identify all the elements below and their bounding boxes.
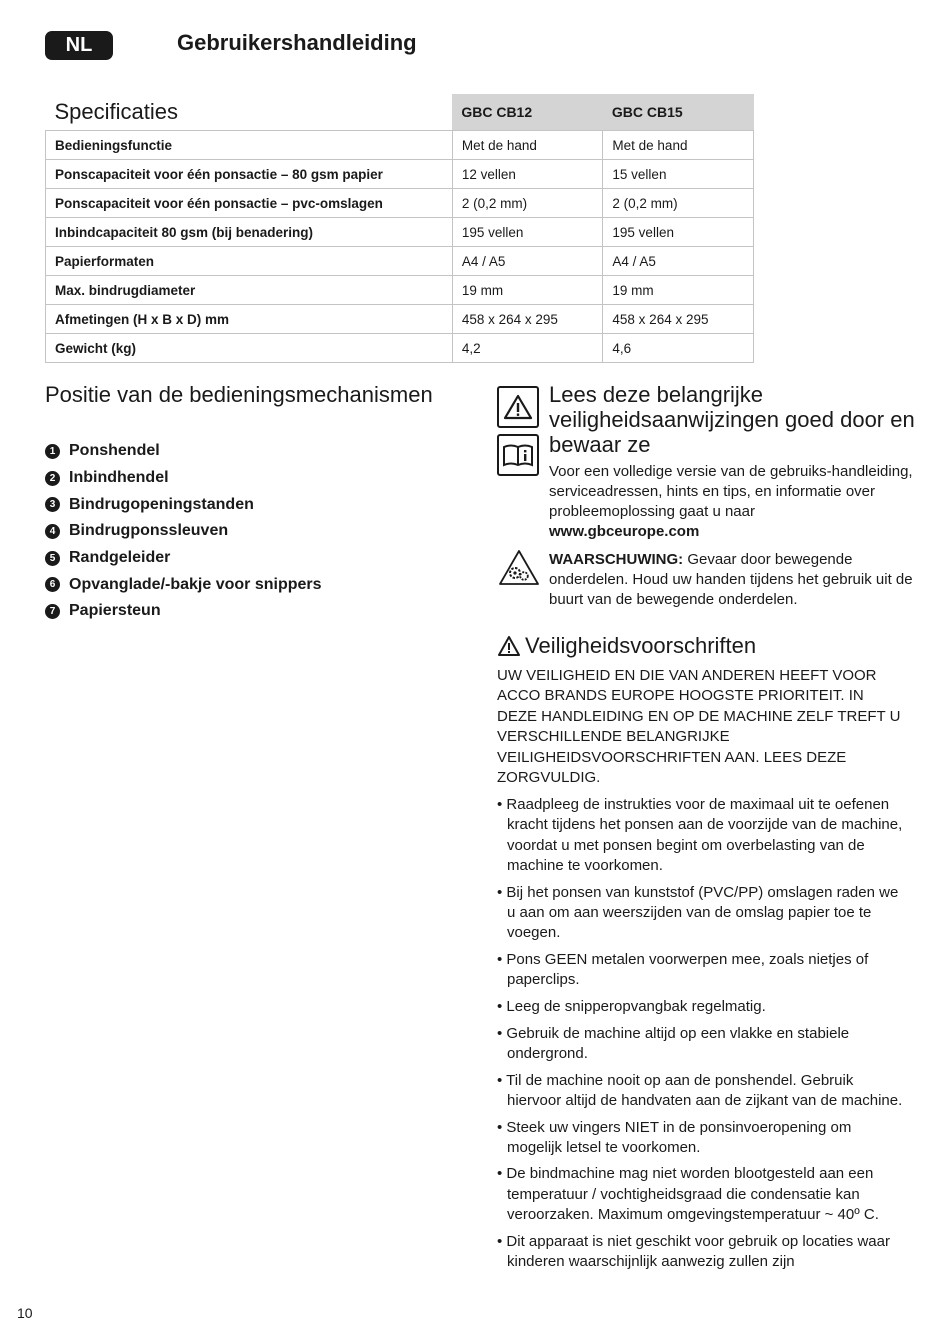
list-item: • Pons GEEN metalen voorwerpen mee, zoals nietjes of paperclips. xyxy=(497,950,909,991)
spec-value-cb12: 19 mm xyxy=(452,276,603,305)
safety-notice-heading: Lees deze belangrijke veiligheidsaanwijzingen goed door en bewaar ze xyxy=(549,382,915,457)
spec-label: Ponscapaciteit voor één ponsactie – pvc-omslagen xyxy=(46,189,453,218)
language-badge: NL xyxy=(45,31,113,60)
spec-value-cb15: 19 mm xyxy=(603,276,754,305)
column-header-cb12: GBC CB12 xyxy=(452,94,603,131)
spec-value-cb15: A4 / A5 xyxy=(603,247,754,276)
warning-text xyxy=(549,550,919,610)
list-item: • Dit apparaat is niet geschikt voor gebruik op locaties waar kinderen waarschijnlijk aanwezig zullen zijn xyxy=(497,1232,909,1273)
spec-value-cb15: 2 (0,2 mm) xyxy=(603,189,754,218)
table-row xyxy=(46,218,754,247)
read-manual-icon xyxy=(497,434,539,476)
spec-value-cb12: 12 vellen xyxy=(452,160,603,189)
control-label: Inbindhendel xyxy=(69,469,169,487)
table-row xyxy=(46,131,754,160)
spec-value-cb15: Met de hand xyxy=(603,131,754,160)
spec-label: Max. bindrugdiameter xyxy=(46,276,453,305)
number-badge: 5 xyxy=(45,551,60,566)
spec-label: Ponscapaciteit voor één ponsactie – 80 gsm papier xyxy=(46,160,453,189)
specifications-heading: Specificaties xyxy=(54,99,179,124)
spec-value-cb12: 458 x 264 x 295 xyxy=(452,305,603,334)
spec-value-cb12: A4 / A5 xyxy=(452,247,603,276)
column-header-cb15: GBC CB15 xyxy=(603,94,754,131)
number-badge: 2 xyxy=(45,471,60,486)
specifications-table xyxy=(45,94,754,363)
spec-label: Afmetingen (H x B x D) mm xyxy=(46,305,453,334)
list-item xyxy=(45,571,322,598)
list-item: • Raadpleeg de instrukties voor de maximaal uit te oefenen kracht tijdens het ponsen aan de voorzijde van de machine, voordat u met ponsen begint om overbelasting van de machine te voorkomen. xyxy=(497,795,909,876)
warning-triangle-icon xyxy=(497,386,539,428)
list-item xyxy=(45,518,322,545)
list-item xyxy=(45,465,322,492)
spec-value-cb15: 458 x 264 x 295 xyxy=(603,305,754,334)
table-row xyxy=(46,160,754,189)
table-row xyxy=(46,276,754,305)
number-badge: 7 xyxy=(45,604,60,619)
number-badge: 4 xyxy=(45,524,60,539)
spec-value-cb12: 195 vellen xyxy=(452,218,603,247)
safety-rules-list xyxy=(497,795,909,1279)
safety-rules-title: Veiligheidsvoorschriften xyxy=(525,633,757,658)
spec-value-cb15: 4,6 xyxy=(603,334,754,363)
spec-label: Bedieningsfunctie xyxy=(46,131,453,160)
list-item: • Til de machine nooit op aan de ponshendel. Gebruik hiervoor altijd de handvaten aan de zijkant van de machine. xyxy=(497,1071,909,1112)
control-label: Bindrugopeningstanden xyxy=(69,495,254,513)
website-link[interactable]: www.gbceurope.com xyxy=(549,523,700,540)
page-number: 10 xyxy=(17,1305,33,1321)
safety-intro-text: UW VEILIGHEID EN DIE VAN ANDEREN HEEFT VOOR ACCO BRANDS EUROPE HOOGSTE PRIORITEIT. IN DEZE HANDLEIDING EN OP DE MACHINE ZELF TREFT U VERSCHILLENDE BELANGRIJKE VEILIGHEIDSVOORSCHRIFTEN AAN. LEES DEZE ZORGVULDIG. xyxy=(497,667,901,787)
control-label: Randgeleider xyxy=(69,549,171,567)
manual-info-text xyxy=(549,462,919,542)
list-item: • Bij het ponsen van kunststof (PVC/PP) omslagen raden we u aan om aan weerszijden van de omslag papier toe te voegen. xyxy=(497,883,909,944)
spec-value-cb15: 195 vellen xyxy=(603,218,754,247)
controls-list xyxy=(45,438,322,625)
spec-value-cb12: 4,2 xyxy=(452,334,603,363)
spec-label: Inbindcapaciteit 80 gsm (bij benadering) xyxy=(46,218,453,247)
control-label: Opvanglade/-bakje voor snippers xyxy=(69,575,322,593)
warning-triangle-small-icon xyxy=(497,635,521,657)
control-label: Bindrugponssleuven xyxy=(69,522,229,540)
controls-heading: Positie van de bedieningsmechanismen xyxy=(45,382,433,407)
table-row xyxy=(46,247,754,276)
spec-label: Papierformaten xyxy=(46,247,453,276)
table-row xyxy=(46,189,754,218)
list-item: • Leeg de snipperopvangbak regelmatig. xyxy=(497,997,909,1017)
list-item: • Steek uw vingers NIET in de ponsinvoeropening om mogelijk letsel te voorkomen. xyxy=(497,1118,909,1159)
number-badge: 6 xyxy=(45,577,60,592)
list-item xyxy=(45,598,322,625)
spec-value-cb12: Met de hand xyxy=(452,131,603,160)
number-badge: 1 xyxy=(45,444,60,459)
list-item xyxy=(45,438,322,465)
table-row xyxy=(46,305,754,334)
manual-info-body: Voor een volledige versie van de gebruiks-handleiding, serviceadressen, hints en tips, en informatie over probleemoplossing gaat u naar xyxy=(549,463,913,520)
list-item: • Gebruik de machine altijd op een vlakke en stabiele ondergrond. xyxy=(497,1024,909,1065)
control-label: Papiersteun xyxy=(69,602,161,620)
table-row xyxy=(46,334,754,363)
warning-label: WAARSCHUWING: xyxy=(549,551,684,568)
document-title: Gebruikershandleiding xyxy=(177,30,417,55)
list-item xyxy=(45,491,322,518)
spec-value-cb15: 15 vellen xyxy=(603,160,754,189)
safety-rules-heading xyxy=(497,633,756,659)
number-badge: 3 xyxy=(45,497,60,512)
warning-body: Gevaar door bewegende onderdelen. Houd uw handen tijdens het gebruik uit de buurt van de bewegende onderdelen. xyxy=(549,551,913,608)
spec-label: Gewicht (kg) xyxy=(46,334,453,363)
list-item xyxy=(45,545,322,572)
moving-parts-icon xyxy=(497,548,541,593)
spec-value-cb12: 2 (0,2 mm) xyxy=(452,189,603,218)
control-label: Ponshendel xyxy=(69,442,160,460)
list-item: • De bindmachine mag niet worden blootgesteld aan een temperatuur / vochtigheidsgraad die condensatie kan veroorzaken. Maximum omgevingstemperatuur ~ 40º C. xyxy=(497,1164,909,1225)
